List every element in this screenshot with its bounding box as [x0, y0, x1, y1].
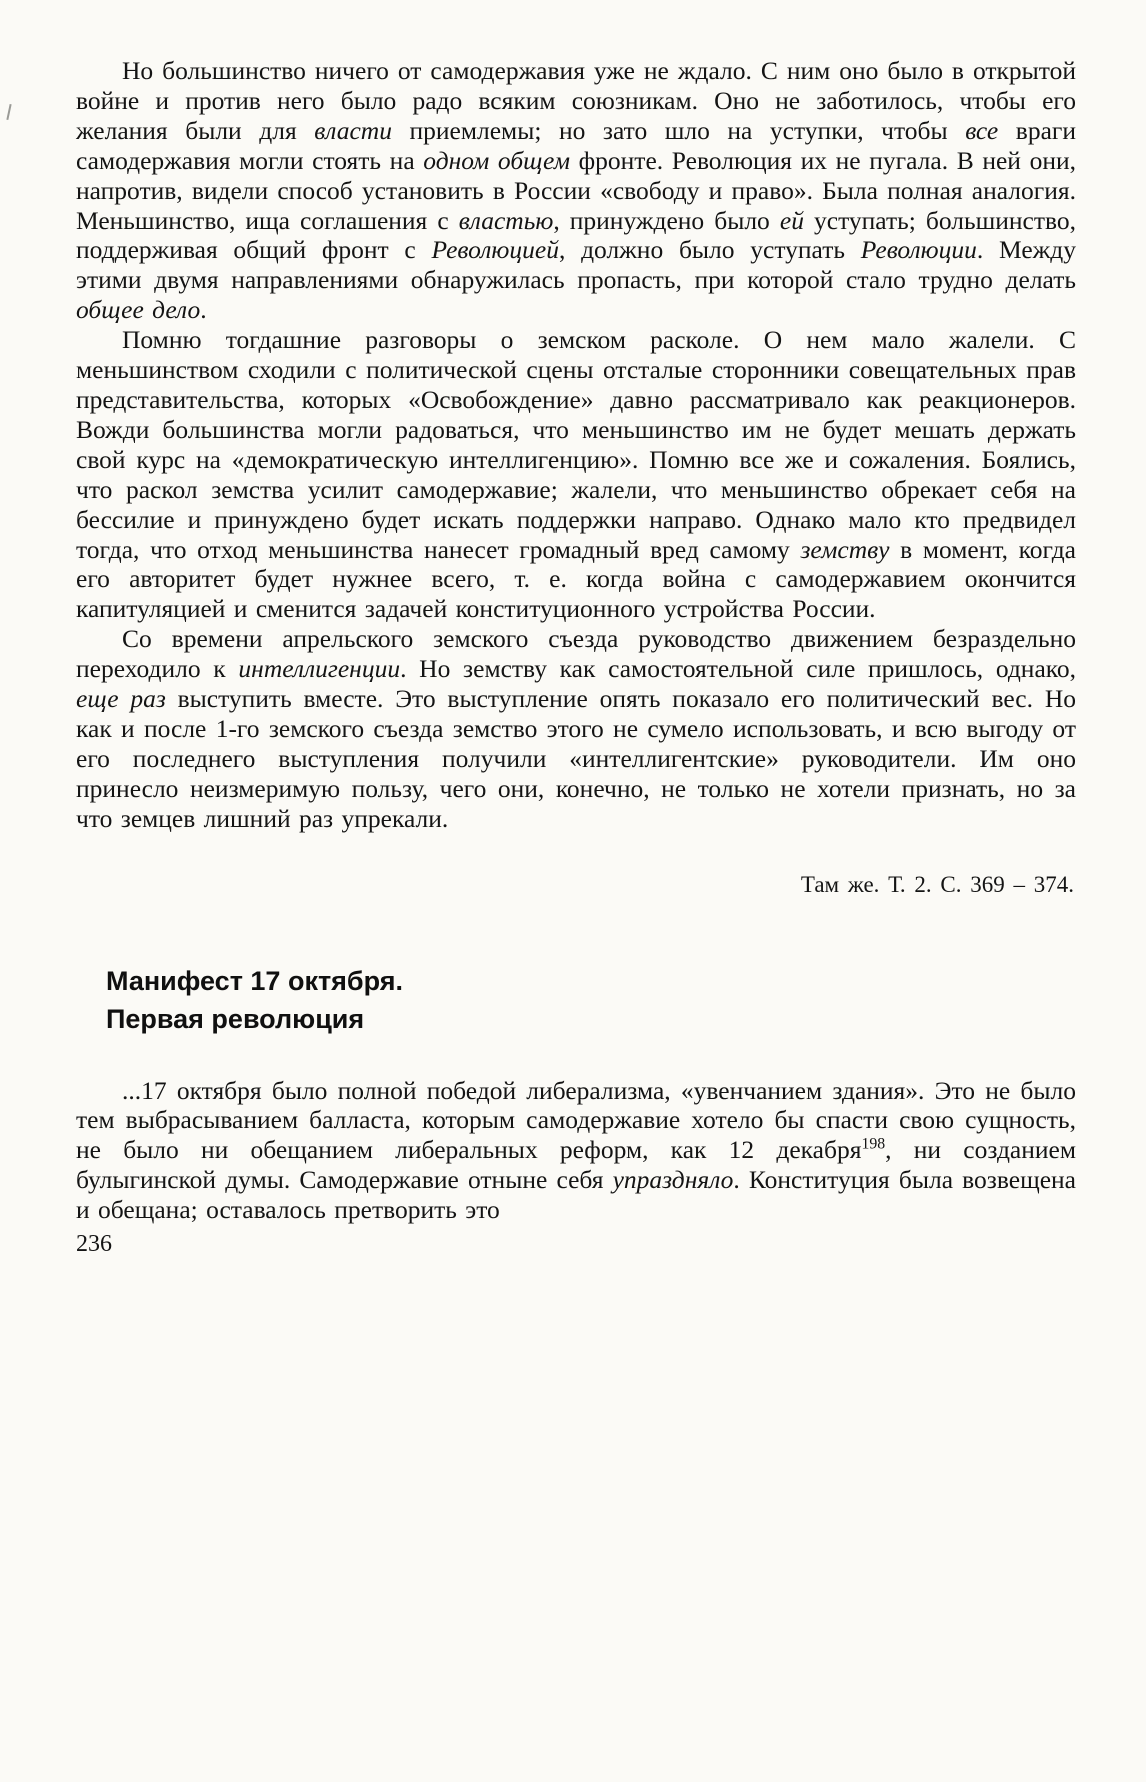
page-number: 236: [76, 1231, 112, 1258]
paragraph-2: Помню тогдашние разговоры о земском расколе. О нем мало жалели. С меньшинством сходили с политической сцены отсталые сторонники совещательных прав представительства, которых «Освобождение» давно рассматривало как реакционеров. Вожди большинства могли радоваться, что меньшинство им не будет мешать держать свой курс на «демократическую интеллигенцию». Помню все же и сожаления. Боялись, что раскол земства усилит самодержавие; жалели, что меньшинство обрекает себя на бессилие и принуждено будет искать поддержки направо. Однако мало кто предвидел тогда, что отход меньшинства нанесет громадный вред самому земству в момент, когда его авторитет будет нужнее всего, т. е. когда война с самодержавием окончится капитуляцией и сменится задачей конституционного устройства России.: [76, 325, 1076, 624]
paragraph-3: Со времени апрельского земского съезда руководство движением безраздельно переходило к интеллигенции. Но земству как самостоятельной силе пришлось, однако, еще раз выступить вместе. Это выступление опять показало его политический вес. Но как и после 1-го земского съезда земство этого не сумело использовать, и всю выгоду от его последнего выступления получили «интеллигентские» руководители. Им оно принесло неизмеримую пользу, чего они, конечно, не только не хотели признать, но за что земцев лишний раз упрекали.: [76, 624, 1076, 833]
source-citation: Там же. Т. 2. С. 369 – 374.: [800, 871, 1074, 897]
paragraph-1: Но большинство ничего от самодержавия уже не ждало. С ним оно было в открытой войне и против него было радо всяким союзникам. Оно не заботилось, чтобы его желания были для власти приемлемы; но зато шло на уступки, чтобы все враги самодержавия могли стоять на одном общем фронте. Революция их не пугала. В ней они, напротив, видели способ установить в России «свободу и право». Была полная аналогия. Меньшинство, ища соглашения с властью, принуждено было ей уступать; большинство, поддерживая общий фронт с Революцией, должно было уступать Революции. Между этими двумя направлениями обнаружилась пропасть, при которой стало трудно делать общее дело.: [76, 56, 1077, 325]
section-heading: [106, 962, 1076, 1038]
section-heading-line-2: Первая революция: [106, 1003, 365, 1034]
section-heading-line-1: Манифест 17 октября.: [106, 965, 403, 996]
paragraph-4: ...17 октября было полной победой либерализма, «увенчанием здания». Это не было тем выбрасыванием балласта, которым самодержавие хотело бы спасти свою сущность, не было ни обещанием либеральных реформ, как 12 декабря$^{198}$, ни созданием булыгинской думы. Самодержавие отныне себя упраздняло. Конституция была возвещена и обещана; оставалось претворить это: [76, 1075, 1076, 1225]
body-text-block-2: [76, 1076, 1076, 1226]
scan-artifact-mark: [6, 104, 11, 120]
body-text-block: [76, 56, 1076, 834]
